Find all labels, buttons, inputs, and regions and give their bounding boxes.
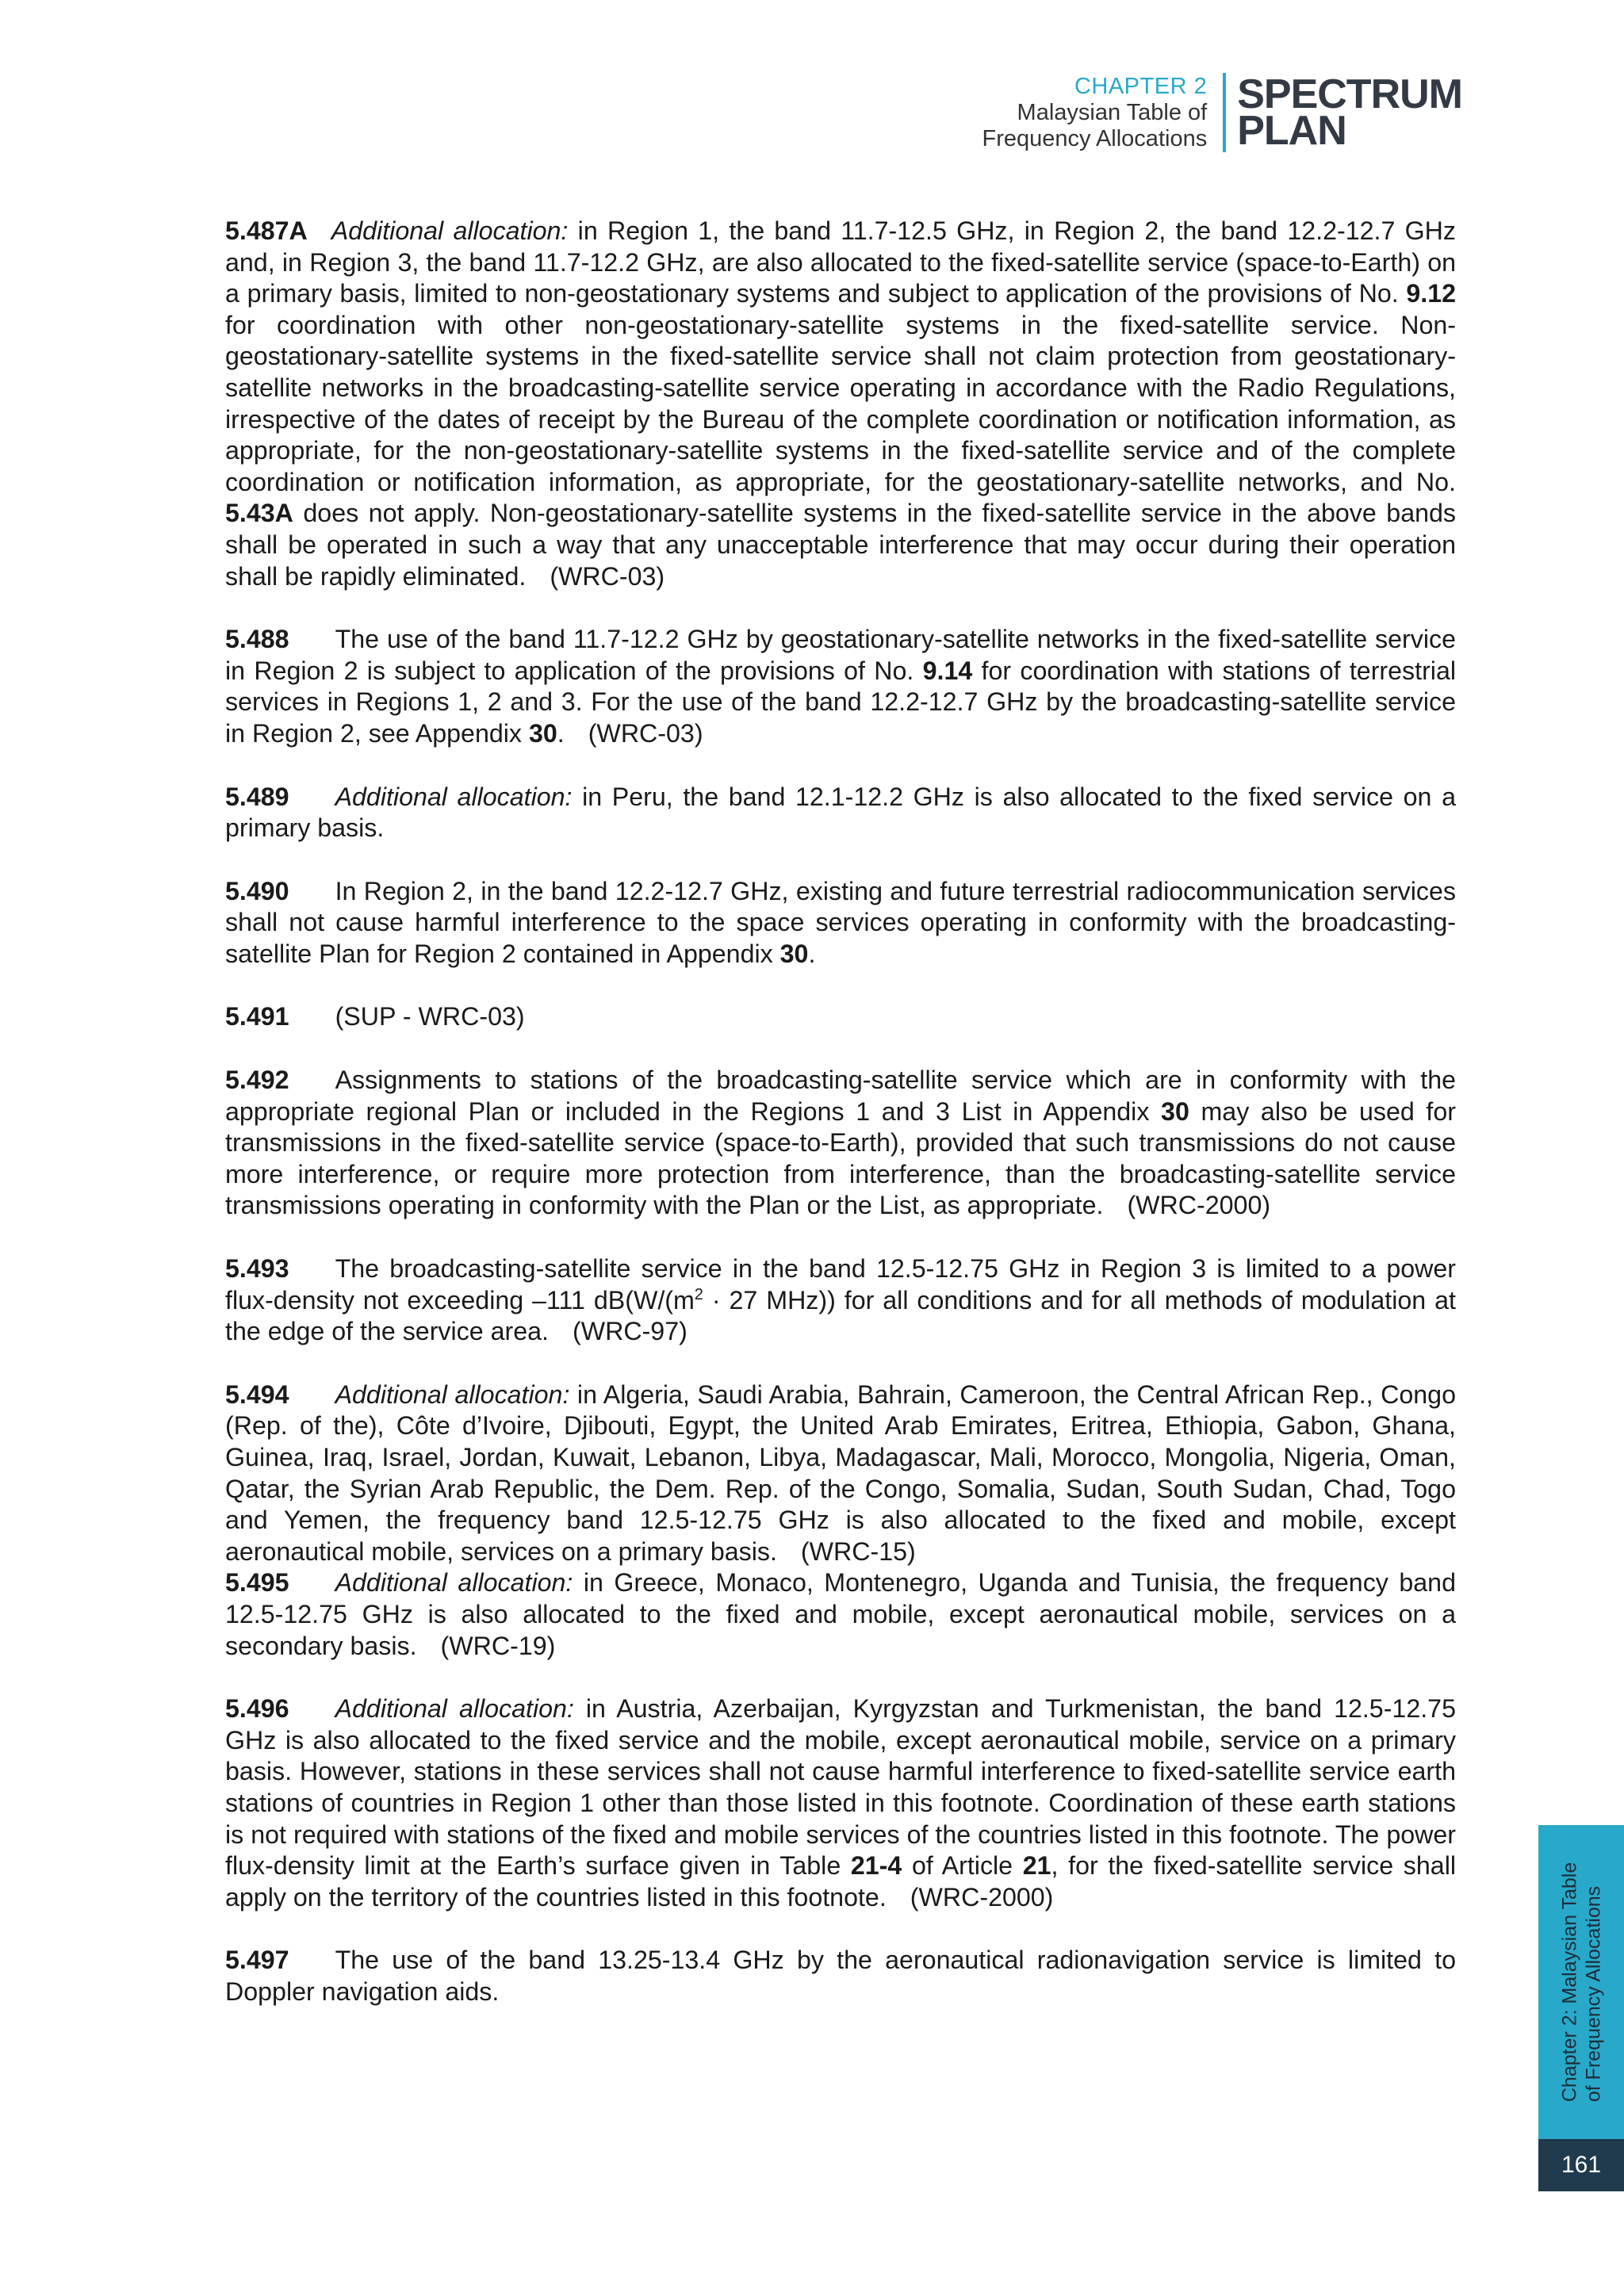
footnote-ref-bold: 9.14 — [922, 656, 973, 685]
side-label-line2: of Frequency Allocations — [1582, 1885, 1604, 2103]
footnote-number: 5.492 — [225, 1066, 289, 1095]
footnote-text: . — [808, 939, 816, 968]
footnote-text: The use of the band 13.25-13.4 GHz by the aeronautical radionavigation service is limited to Doppler navigation aids. — [225, 1946, 1456, 2006]
footnote-5-494 — [225, 1380, 1456, 1568]
footnote-wrc-ref: (WRC-2000) — [1127, 1191, 1271, 1220]
footnote-text: , for the fixed-satellite service shall apply on the territory of the countries listed in this footnote. — [225, 1851, 1456, 1911]
footnote-text: for coordination with other non-geostationary-satellite systems in the fixed-satellite service. Non-geostationary-satellite systems in the fixed-satellite service shall not claim protection from geostationary-satellite networks in the broadcasting-satellite service operating in accordance with the Radio Regulations, irrespective of the dates of receipt by the Bureau of the complete coordination or notification information, as appropriate, for the non-geostationary-satellite systems in the fixed-satellite service and of the complete coordination or notification information, as appropriate, for the geostationary-satellite networks, and No. — [225, 310, 1456, 496]
footnote-label: Additional allocation: — [331, 216, 569, 245]
footnote-text: of Article — [902, 1851, 1023, 1881]
footnote-number: 5.497 — [225, 1946, 289, 1975]
chapter-side-label — [1538, 1825, 1624, 2139]
footnote-text: does not apply. Non-geostationary-satellite systems in the fixed-satellite service in the above bands shall be operated in such a way that any unacceptable interference that may occur during their operation shall be rapidly eliminated. — [225, 499, 1456, 591]
footnote-5-495 — [225, 1567, 1456, 1662]
superscript: 2 — [694, 1285, 703, 1303]
brand-logo — [1226, 73, 1462, 152]
chapter-side-label-text — [1557, 1862, 1605, 2103]
brand-line2: PLAN — [1237, 108, 1346, 154]
footnote-number: 5.488 — [225, 625, 289, 654]
footnote-text: . — [557, 718, 565, 748]
footnote-wrc-ref: (WRC-97) — [572, 1317, 688, 1346]
footnote-label: Additional allocation: — [335, 1568, 573, 1598]
footnote-text: in Peru, the band 12.1-12.2 GHz is also allocated to the fixed service on a primary basis. — [225, 782, 1456, 843]
footnote-text: in Greece, Monaco, Montenegro, Uganda and Tunisia, the frequency band 12.5-12.75 GHz is also allocated to the fixed and mobile, except aeronautical mobile, services on a secondary basis. — [225, 1568, 1456, 1660]
header-text — [982, 73, 1223, 152]
footnote-number: 5.489 — [225, 782, 289, 811]
footnote-ref-bold: 5.43A — [225, 499, 293, 528]
footnote-5-491 — [225, 1001, 1456, 1033]
page-number: 161 — [1538, 2139, 1624, 2191]
footnote-5-487a — [225, 216, 1456, 592]
footnote-wrc-ref: (WRC-19) — [440, 1631, 556, 1660]
footnote-text: In Region 2, in the band 12.2-12.7 GHz, existing and future terrestrial radiocommunication services shall not cause harmful interference to the space services operating in conformity with the broadcasting-satellite Plan for Region 2 contained in Appendix — [225, 876, 1456, 968]
footnote-5-488 — [225, 624, 1456, 749]
footnote-number: 5.490 — [225, 876, 289, 905]
footnote-label: Additional allocation: — [335, 1694, 574, 1724]
footnote-text: may also be used for transmissions in the fixed-satellite service (space-to-Earth), provided that such transmissions do not cause more interference, or require more protection from interference, than the broadcasting-satellite service transmissions operating in conformity with the Plan or the List, as appropriate. — [225, 1096, 1456, 1220]
footnote-text: in Austria, Azerbaijan, Kyrgyzstan and Turkmenistan, the band 12.5-12.75 GHz is also allocated to the fixed service and the mobile, except aeronautical mobile, service on a primary basis. However, stations in these services shall not cause harmful interference to fixed-satellite service earth stations of countries in Region 1 other than those listed in this footnote. Coordination of these earth stations is not required with stations of the fixed and mobile services of the countries listed in this footnote. The power flux-density limit at the Earth’s surface given in Table — [225, 1694, 1456, 1881]
footnote-wrc-ref: (WRC-03) — [550, 561, 665, 591]
footnote-5-492 — [225, 1065, 1456, 1222]
chapter-subtitle-line1: Malaysian Table of — [1017, 100, 1208, 125]
footnote-ref-bold: 30 — [528, 718, 557, 748]
footnote-label: Additional allocation: — [335, 782, 573, 811]
footnote-ref-bold: 30 — [779, 939, 809, 968]
footnote-text: The use of the band 11.7-12.2 GHz by geostationary-satellite networks in the fixed-satellite service in Region 2 is subject to application of the provisions of No. — [225, 625, 1456, 685]
footnote-number: 5.487A — [225, 216, 308, 245]
footnote-ref-bold: 30 — [1161, 1096, 1189, 1126]
footnote-ref-bold: 21 — [1022, 1851, 1051, 1881]
footnote-5-497 — [225, 1945, 1456, 2007]
page-header — [982, 73, 1462, 152]
footnote-wrc-ref: (WRC-03) — [588, 718, 703, 748]
footnote-ref-bold: 21-4 — [850, 1851, 902, 1881]
footnote-number: 5.493 — [225, 1254, 289, 1284]
footnote-5-496 — [225, 1693, 1456, 1913]
chapter-label: CHAPTER 2 — [1074, 74, 1208, 99]
footnote-label: Additional allocation: — [335, 1380, 570, 1409]
footnote-ref-bold: 9.12 — [1406, 279, 1456, 308]
footnote-text: · 27 MHz)) for all conditions and for all methods of modulation at the edge of the service area. — [225, 1285, 1456, 1346]
footnote-text: for coordination with stations of terrestrial services in Regions 1, 2 and 3. For the use of the band 12.2-12.7 GHz by the broadcasting-satellite service in Region 2, see Appendix — [225, 656, 1456, 748]
chapter-subtitle-line2: Frequency Allocations — [982, 126, 1208, 151]
brand-line1: SPECTRUM — [1237, 71, 1462, 117]
footnote-5-490 — [225, 876, 1456, 970]
footnote-text: Assignments to stations of the broadcasting-satellite service which are in conformity with the appropriate regional Plan or included in the Regions 1 and 3 List in Appendix — [225, 1066, 1456, 1126]
footnote-5-489 — [225, 782, 1456, 844]
side-label-line1: Chapter 2: Malaysian Table — [1558, 1862, 1580, 2103]
footnote-number: 5.496 — [225, 1694, 289, 1724]
footnote-wrc-ref: (WRC-2000) — [910, 1882, 1054, 1911]
footnote-text: in Region 1, the band 11.7-12.5 GHz, in Region 2, the band 12.2-12.7 GHz and, in Region 3, the band 11.7-12.2 GHz, are also allocated to the fixed-satellite service (space-to-Earth) on a primary basis, limited to non-geostationary systems and subject to application of the provisions of No. — [225, 216, 1456, 308]
footnote-wrc-ref: (WRC-15) — [800, 1536, 916, 1566]
footnote-number: 5.494 — [225, 1380, 289, 1409]
footnote-number: 5.491 — [225, 1002, 289, 1031]
footnote-number: 5.495 — [225, 1568, 289, 1598]
page-content — [225, 216, 1456, 2008]
footnote-5-493 — [225, 1253, 1456, 1348]
footnote-text: The broadcasting-satellite service in the band 12.5-12.75 GHz in Region 3 is limited to a power flux-density not exceeding –111 dB(W/(m — [225, 1254, 1456, 1314]
footnote-text: (SUP - WRC-03) — [335, 1002, 525, 1031]
footnote-text: in Algeria, Saudi Arabia, Bahrain, Cameroon, the Central African Rep., Congo (Rep. of the), Côte d’Ivoire, Djibouti, Egypt, the United Arab Emirates, Eritrea, Ethiopia, Gabon, Ghana, Guinea, Iraq, Israel, Jordan, Kuwait, Lebanon, Libya, Madagascar, Mali, Morocco, Mongolia, Nigeria, Oman, Qatar, the Syrian Arab Republic, the Dem. Rep. of the Congo, Somalia, Sudan, South Sudan, Chad, Togo and Yemen, the frequency band 12.5-12.75 GHz is also allocated to the fixed and mobile, except aeronautical mobile, services on a primary basis. — [225, 1380, 1456, 1566]
